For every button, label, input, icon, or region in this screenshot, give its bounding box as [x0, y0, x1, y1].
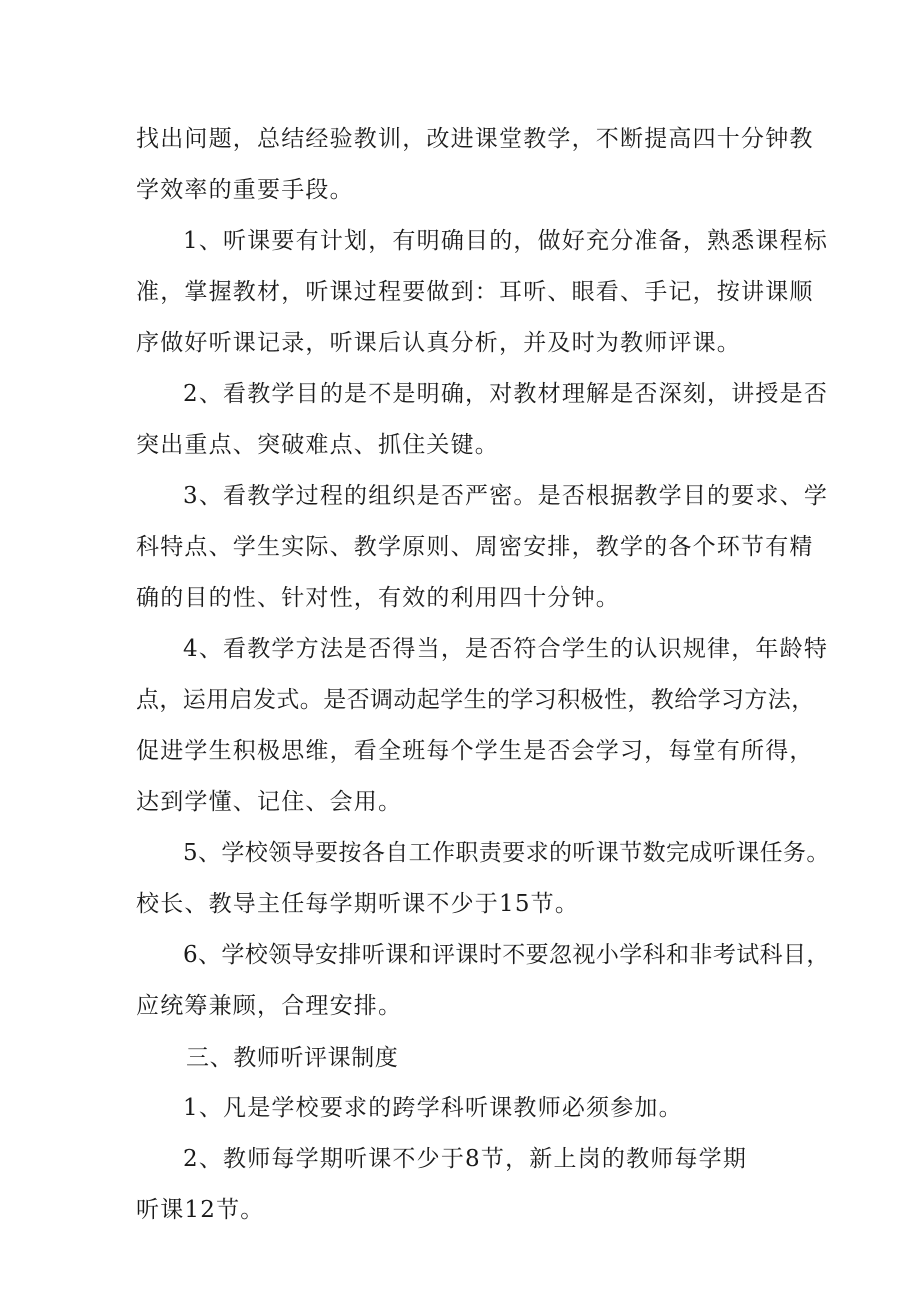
item-1-line-1: 1、听课要有计划，有明确目的，做好充分准备，熟悉课程标: [183, 228, 829, 254]
item-2-line-2: 突出重点、突破难点、抓住关键。: [136, 432, 499, 458]
item-4-line-2: 点，运用启发式。是否调动起学生的学习积极性，教给学习方法，: [136, 687, 815, 713]
text-line-2: 学效率的重要手段。: [136, 177, 354, 203]
item-3-line-3: 确的目的性、针对性，有效的利用四十分钟。: [136, 585, 620, 611]
item-1-line-2: 准，掌握教材，听课过程要做到：耳听、眼看、手记，按讲课顺: [136, 279, 814, 305]
section-item-1: 1、凡是学校要求的跨学科听课教师必须参加。: [183, 1095, 683, 1121]
item-4-line-1: 4、看教学方法是否得当，是否符合学生的认识规律，年龄特: [183, 636, 829, 662]
section-item-2-line-2: 听课12节。: [136, 1197, 265, 1223]
item-4-line-3: 促进学生积极思维，看全班每个学生是否会学习，每堂有所得，: [136, 738, 814, 764]
item-5-line-2: 校长、教导主任每学期听课不少于15节。: [136, 891, 580, 917]
section-item-2-line-1: 2、教师每学期听课不少于8节，新上岗的教师每学期: [183, 1146, 748, 1172]
item-6-line-2: 应统筹兼顾，合理安排。: [136, 993, 403, 1019]
text-line-1: 找出问题，总结经验教训，改进课堂教学，不断提高四十分钟教: [136, 126, 814, 152]
item-4-line-4: 达到学懂、记住、会用。: [136, 789, 403, 815]
item-6-line-1: 6、学校领导安排听课和评课时不要忽视小学科和非考试科目，: [183, 942, 830, 968]
item-2-line-1: 2、看教学目的是不是明确，对教材理解是否深刻，讲授是否: [183, 381, 829, 407]
item-3-line-2: 科特点、学生实际、教学原则、周密安排，教学的各个环节有精: [136, 534, 814, 560]
item-5-line-1: 5、学校领导要按各自工作职责要求的听课节数完成听课任务。: [183, 840, 830, 866]
section-heading: 三、教师听评课制度: [186, 1045, 399, 1071]
item-1-line-3: 序做好听课记录，听课后认真分析，并及时为教师评课。: [136, 330, 741, 356]
item-3-line-1: 3、看教学过程的组织是否严密。是否根据教学目的要求、学: [183, 483, 829, 509]
